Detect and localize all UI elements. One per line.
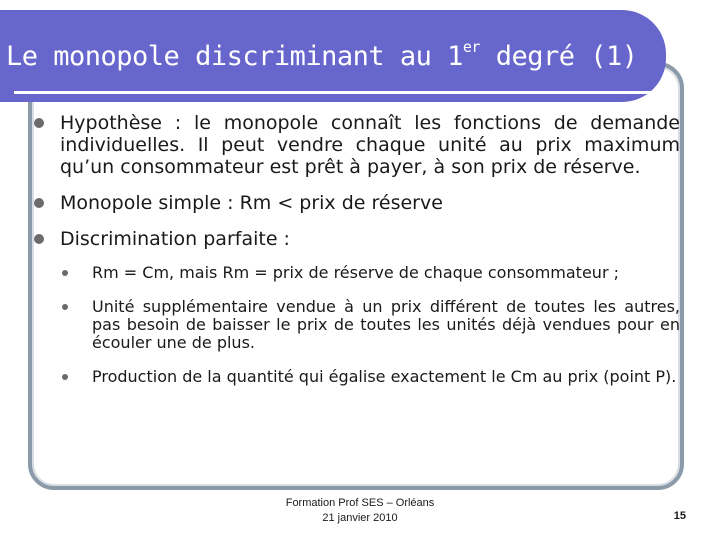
footer-organization: Formation Prof SES – Orléans xyxy=(285,497,435,509)
bullet-discrimination xyxy=(34,228,680,386)
footer-date: 21 janvier 2010 xyxy=(322,512,398,524)
footer xyxy=(260,496,460,526)
bullet-monopole-simple: Monopole simple : Rm < prix de réserve xyxy=(34,192,680,214)
title-text-end: degré (1) xyxy=(479,41,638,72)
bullet-discrimination-label: Discrimination parfaite : xyxy=(60,228,290,250)
bullet-hypothese: Hypothèse : le monopole connaît les fonctions de demande individuelles. Il peut vendre chaque unité au prix maximum qu’un consommateur est prêt à payer, à son prix de réserve. xyxy=(34,112,680,178)
sub-bullet-list xyxy=(60,264,680,386)
title-underline xyxy=(14,91,664,94)
title-text: Le monopole discriminant au 1 xyxy=(6,41,463,72)
slide-title xyxy=(6,38,638,72)
bullet-list xyxy=(34,112,680,402)
page-number: 15 xyxy=(673,510,686,522)
sub-bullet-production: Production de la quantité qui égalise exactement le Cm au prix (point P). xyxy=(60,368,680,386)
sub-bullet-unite-supplementaire: Unité supplémentaire vendue à un prix différent de toutes les autres, pas besoin de baisser le prix de toutes les unités déjà vendues pour en écouler une de plus. xyxy=(60,298,680,352)
sub-bullet-rm-cm: Rm = Cm, mais Rm = prix de réserve de chaque consommateur ; xyxy=(60,264,680,282)
title-superscript: er xyxy=(462,38,480,56)
